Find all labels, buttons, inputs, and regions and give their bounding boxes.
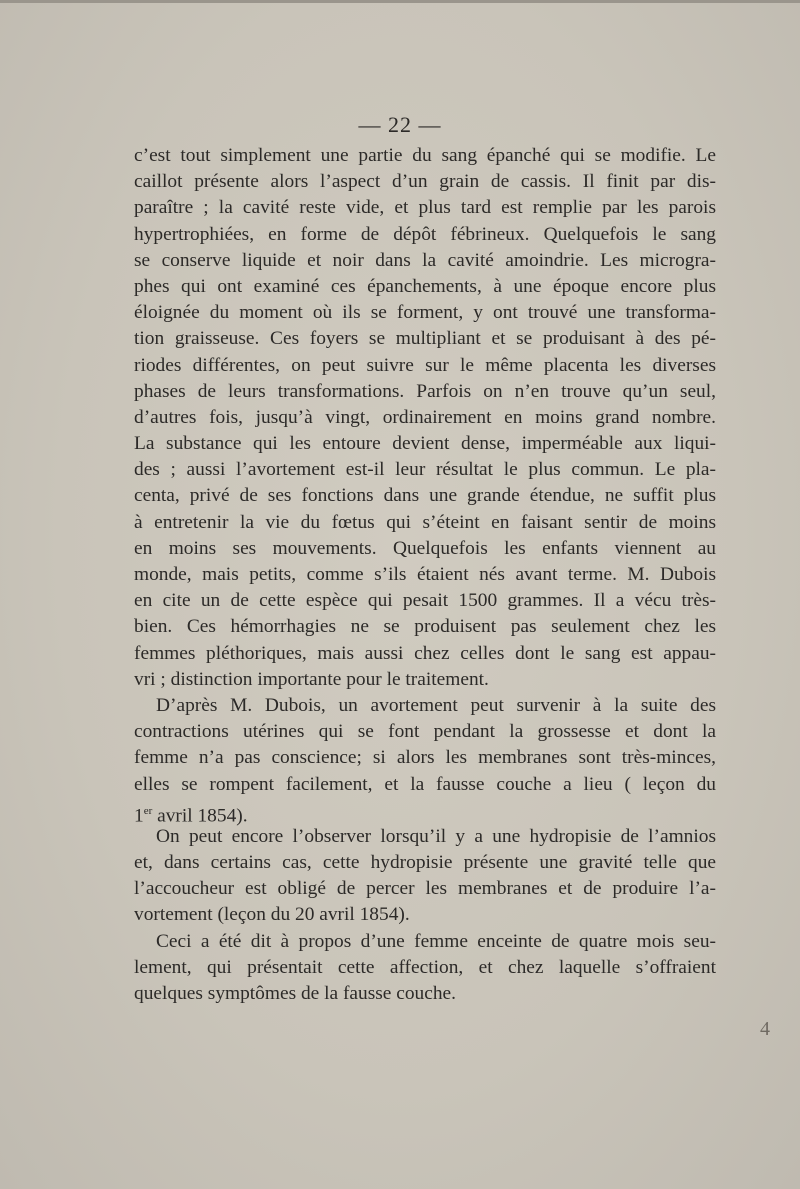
text-line: Ceci a été dit à propos d’une femme enceinte de quatre mois seu- — [156, 930, 716, 952]
text-line: à entretenir la vie du fœtus qui s’éteint en faisant sentir de moins — [134, 511, 716, 533]
text-line: quelques symptômes de la fausse couche. — [134, 983, 457, 1004]
text-line: lement, qui présentait cette affection, et chez laquelle s’offraient — [134, 956, 716, 978]
page-top-edge — [0, 0, 800, 3]
text-line: éloignée du moment où ils se forment, y ont trouvé une transforma- — [134, 302, 716, 324]
text-line: c’est tout simplement une partie du sang épanché qui se modifie. Le — [134, 145, 716, 166]
text-line: caillot présente alors l’aspect d’un grain de cassis. Il finit par dis- — [134, 171, 716, 193]
text-line: d’autres fois, jusqu’à vingt, ordinairement en moins grand nombre. — [134, 406, 716, 428]
text-line: en moins ses mouvements. Quelquefois les enfants viennent au — [134, 537, 716, 559]
margin-mark: 4 — [760, 1018, 770, 1040]
text-line: hypertrophiées, en forme de dépôt fébrineux. Quelquefois le sang — [134, 223, 716, 245]
text-line: femmes pléthoriques, mais aussi chez celles dont le sang est appau- — [134, 642, 716, 664]
text-line: phases de leurs transformations. Parfois on n’en trouve qu’un seul, — [134, 380, 716, 402]
text-line: vri ; distinction importante pour le traitement. — [134, 668, 489, 690]
text-line: vortement (leçon du 20 avril 1854). — [134, 904, 410, 926]
text-line: en cite un de cette espèce qui pesait 1500 grammes. Il a vécu très- — [134, 590, 716, 612]
text-line: riodes différentes, on peut suivre sur le même placenta les diverses — [134, 354, 716, 376]
text-line: 1er avril 1854). — [134, 804, 248, 827]
text-line: centa, privé de ses fonctions dans une grande étendue, ne suffit plus — [134, 485, 716, 507]
text-line: l’accoucheur est obligé de percer les membranes et de produire l’a- — [134, 878, 716, 900]
text-line: D’après M. Dubois, un avortement peut survenir à la suite des — [156, 694, 716, 716]
text-line: contractions utérines qui se font pendant la grossesse et dont la — [134, 721, 716, 743]
text-line: On peut encore l’observer lorsqu’il y a une hydropisie de l’amnios — [156, 825, 716, 847]
text-line: phes qui ont examiné ces épanchements, à une époque encore plus — [134, 275, 716, 297]
page-number: — 22 — — [358, 112, 442, 137]
text-line: La substance qui les entoure devient dense, imperméable aux liqui- — [134, 433, 716, 455]
text-line: paraître ; la cavité reste vide, et plus tard est remplie par les parois — [134, 197, 716, 219]
body-text — [134, 143, 716, 1007]
text-line: elles se rompent facilement, et la fausse couche a lieu ( leçon du — [134, 773, 716, 795]
text-line: et, dans certains cas, cette hydropisie présente une gravité telle que — [134, 852, 716, 874]
text-line: monde, mais petits, comme s’ils étaient nés avant terme. M. Dubois — [134, 564, 716, 585]
text-line: bien. Ces hémorrhagies ne se produisent pas seulement chez les — [134, 616, 716, 638]
text-line: se conserve liquide et noir dans la cavité amoindrie. Les microgra- — [134, 249, 716, 271]
text-line: tion graisseuse. Ces foyers se multipliant et se produisant à des pé- — [134, 328, 716, 350]
text-line: des ; aussi l’avortement est-il leur résultat le plus commun. Le pla- — [134, 459, 716, 481]
text-line: femme n’a pas conscience; si alors les membranes sont très-minces, — [134, 747, 716, 769]
